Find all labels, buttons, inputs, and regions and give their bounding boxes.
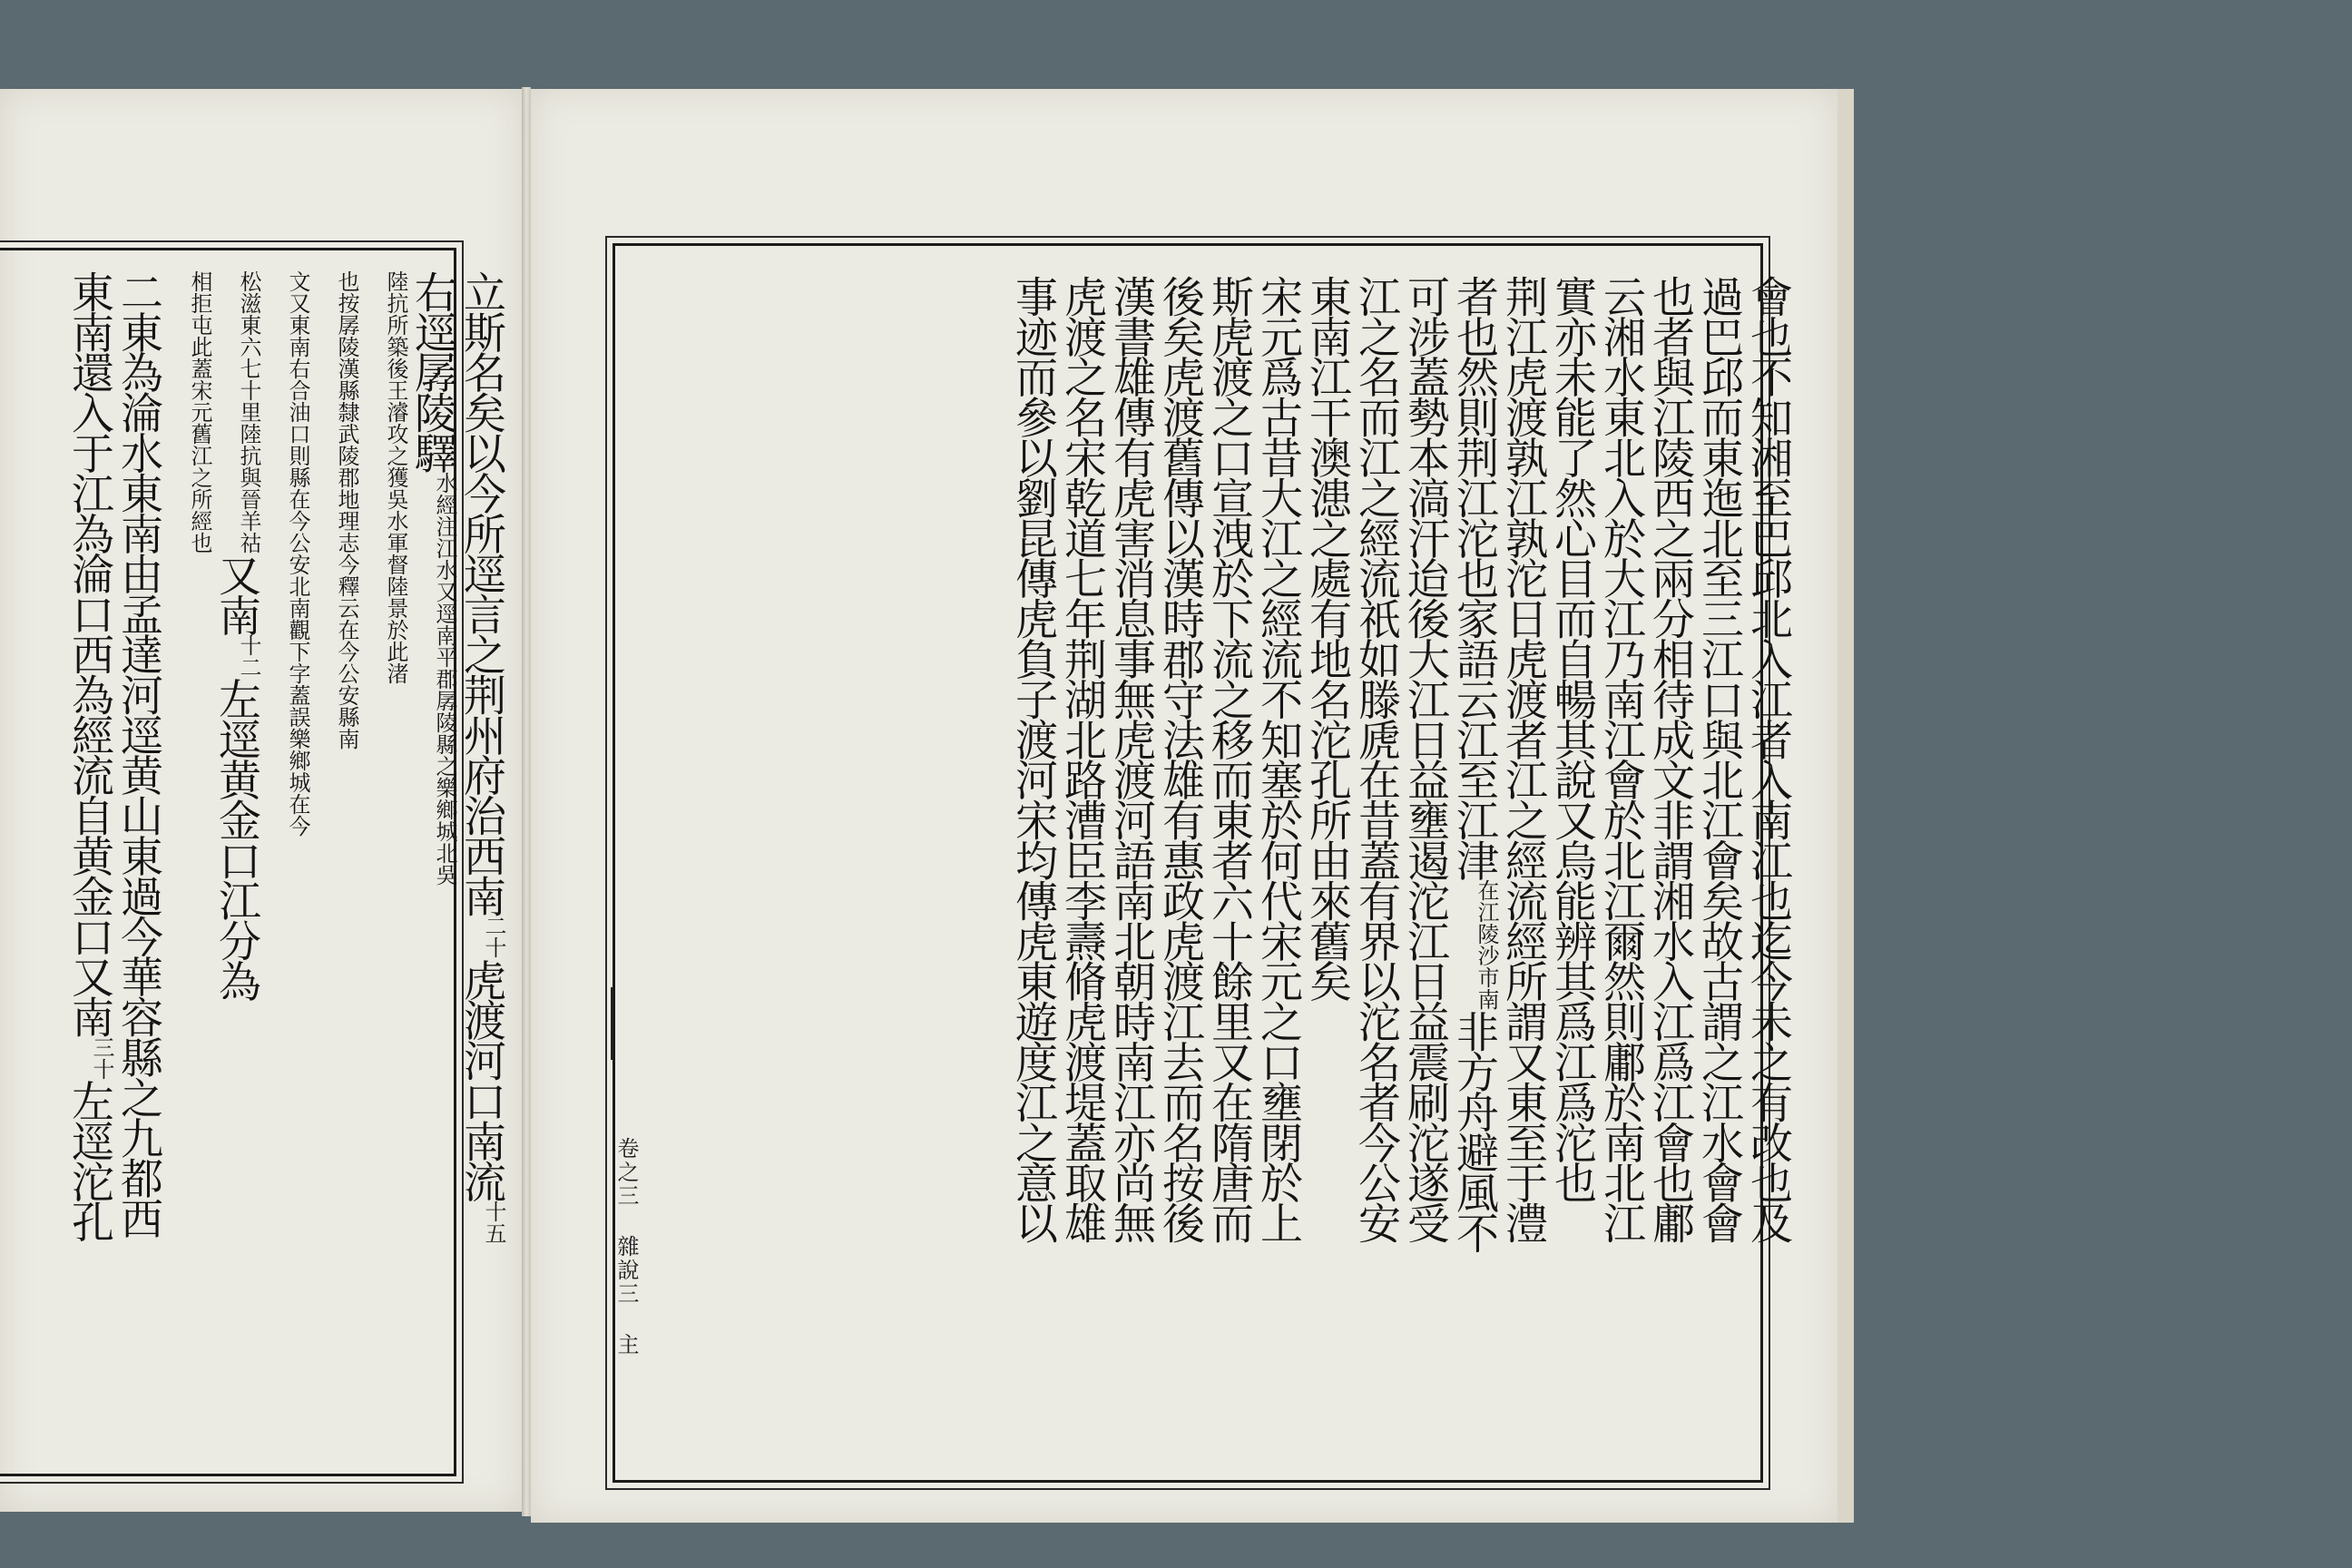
commentary-note: 陸抗所築後王濬攻之獲吳水軍督陸景於此渚 — [383, 270, 408, 684]
column-text: 者也然則荆江沱也家語云江至江津 — [1449, 275, 1499, 880]
text-column — [113, 270, 162, 1459]
column-text: 右逕孱陵驛 — [407, 270, 457, 473]
text-column: 江之名而江之經流祇如滕虒在昔蓋有界以沱名者今公安 — [1351, 275, 1401, 1242]
commentary-column — [309, 270, 358, 1459]
text-column — [407, 270, 456, 1459]
commentary-column — [260, 270, 309, 1459]
text-column: 宋元爲古昔大江之經流不知塞於何代宋元之口壅閉於上 — [1253, 275, 1303, 1242]
column-text: 左逕沱孔 — [64, 1079, 114, 1241]
text-column: 漢書雄傳有虎害消息事無虎渡河語南北朝時南江亦尚無 — [1106, 275, 1156, 1242]
text-column: 虎渡之名宋乾道七年荆湖北路漕臣李燾脩虎渡堤蓋取雄 — [1057, 275, 1107, 1242]
interlinear-note: 十二 — [236, 633, 261, 678]
page-label: 卷之三 雜說三 主 — [613, 1137, 639, 1357]
text-column: 過巴邱而東迤北至三江口與北江會矣故古謂之江水會會 — [1694, 275, 1744, 1242]
column-text: 東南還入于江為淪口西為經流自黄金口又南 — [64, 270, 114, 1036]
book-fold — [522, 87, 531, 1516]
interlinear-note: 二十 — [481, 915, 506, 959]
text-column: 可涉蓋勢本滈汗迨後大江日益壅遏沱江日益震刷沱遂受 — [1400, 275, 1450, 1242]
text-column: 後矣虎渡舊傳以漢時郡守法雄有惠政虎渡江去而名按後 — [1155, 275, 1205, 1242]
text-column: 也者與江陵西之兩分相待成文非謂湘水入江爲江會也鄘 — [1645, 275, 1695, 1242]
text-column: 荆江虎渡孰江孰沱日虎渡者江之經流經所謂又東至于澧 — [1498, 275, 1548, 1242]
commentary-note: 松滋東六七十里陸抗與晉羊祜 — [236, 270, 261, 554]
interlinear-note: 十五 — [481, 1200, 506, 1244]
text-column: 實亦未能了然心目而自暢其說又烏能辨其爲江爲沱也 — [1547, 275, 1597, 1202]
left-page — [0, 89, 522, 1512]
note-line: 在江陵 — [1474, 879, 1499, 946]
column-text: 左逕黄金口江分為 — [211, 677, 261, 1001]
note-line: 沙市南 — [1474, 945, 1499, 1011]
commentary-column — [358, 270, 407, 1459]
text-column: 斯虎渡之口宣洩於下流之移而東者六十餘里又在隋唐而 — [1204, 275, 1254, 1242]
commentary-column — [162, 270, 211, 1459]
commentary-note: 也按孱陵漢縣隸武陵郡地理志今釋云在今公安縣南 — [334, 270, 359, 750]
right-page — [531, 89, 1854, 1523]
column-text: 二東為淪水東南由孟達河逕黄山東過今華容縣之九都西 — [113, 270, 163, 1238]
commentary-note: 文又東南右合油口則縣在今公安北南觀下字蓋誤樂鄉城在今 — [285, 270, 310, 837]
column-text: 又南 — [211, 554, 261, 634]
commentary-column — [211, 270, 260, 1459]
text-column — [64, 270, 113, 1459]
text-column — [456, 270, 505, 1459]
right-page-text — [1008, 275, 1792, 1464]
commentary-note: 水經注江水又逕南平郡孱陵縣之樂鄉城北吳 — [432, 472, 457, 887]
left-page-text — [64, 270, 505, 1459]
text-column: 云湘水東北入於大江乃南江會於北江爾然則鄘於南北江 — [1596, 275, 1646, 1242]
column-text: 非方舟避風不 — [1449, 1010, 1499, 1252]
fish-tail-mark — [611, 987, 612, 1060]
text-column — [1449, 275, 1498, 1464]
column-text: 立斯名矣以今所逕言之荆州府治西南 — [456, 270, 506, 916]
text-column: 東南江干澳漶之處有地名沱孔所由來舊矣 — [1302, 275, 1352, 1001]
interlinear-note — [1475, 879, 1498, 1010]
text-column: 事迹而參以劉昆傳虎負子渡河宋均傳虎東遊度江之意以 — [1008, 275, 1058, 1242]
commentary-note: 相拒屯此蓋宋元舊江之所經也 — [187, 270, 212, 554]
interlinear-note: 三十 — [89, 1035, 114, 1080]
column-text: 虎渡河口南流 — [456, 958, 506, 1200]
text-column: 會也不知湘至巴邱北入江者入南江也迄今未之有改也及 — [1743, 275, 1793, 1242]
